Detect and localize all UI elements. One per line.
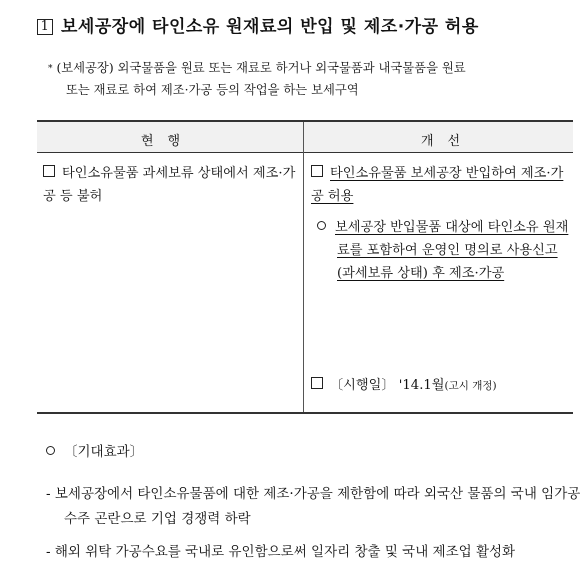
section-number: 1 — [37, 19, 53, 35]
improved-main — [311, 162, 573, 208]
note-line-1: (보세공장) 외국물품을 원료 또는 재료로 하거나 외국물품과 내국물품을 원료 — [56, 61, 466, 75]
checkbox-square-icon — [43, 165, 55, 177]
checkbox-square-icon — [311, 165, 323, 177]
effect-item: - 보세공장에서 타인소유물품에 대한 제조·가공을 제한함에 따라 외국산 물품의 국내 임가공 수주 곤란으로 기업 경쟁력 하락 — [46, 486, 580, 527]
section-title-text: 보세공장에 타인소유 원재료의 반입 및 제조·가공 허용 — [61, 17, 479, 37]
current-text: 타인소유물품 과세보류 상태에서 제조·가공 등 불허 — [43, 166, 296, 204]
effective-note: (고시 개정) — [444, 380, 497, 392]
header-improved: 개선 — [421, 134, 475, 149]
improved-main-text: 타인소유물품 보세공장 반입하여 제조·가공 허용 — [311, 166, 564, 204]
comparison-table — [37, 120, 573, 414]
effects-heading — [46, 440, 143, 460]
current-column — [43, 162, 299, 208]
effective-date — [311, 374, 497, 393]
checkbox-square-icon — [311, 377, 323, 389]
note-marker: * — [48, 64, 53, 74]
effective-date-value: '14.1월 — [398, 378, 445, 393]
section-title — [37, 12, 479, 37]
improved-sub-text: 보세공장 반입물품 대상에 타인소유 원재료를 포함하여 운영인 명의로 사용신고(과세보류 상태) 후 제조·가공 — [335, 220, 569, 281]
column-divider — [303, 122, 304, 412]
effect-item-text: 보세공장에서 타인소유물품에 대한 제조·가공을 제한함에 따라 외국산 물품의 국내 임가공 수주 곤란으로 기업 경쟁력 하락 — [54, 486, 580, 527]
table-header — [37, 122, 573, 153]
header-current: 현행 — [141, 134, 195, 149]
improved-sub — [311, 216, 573, 285]
improved-column — [311, 162, 573, 285]
effect-item-text: 해외 위탁 가공수요를 국내로 유인함으로써 일자리 창출 및 국내 제조업 활성화 — [54, 544, 516, 560]
effective-label: 〔시행일〕 — [330, 378, 395, 393]
definition-note — [48, 58, 558, 100]
effects-heading-text: 〔기대효과〕 — [64, 444, 144, 460]
circle-bullet-icon — [317, 221, 326, 230]
effect-item: - 해외 위탁 가공수요를 국내로 유인함으로써 일자리 창출 및 국내 제조업 활성화 — [46, 544, 516, 560]
note-line-2: 또는 재료로 하여 제조·가공 등의 작업을 하는 보세구역 — [66, 83, 359, 97]
circle-bullet-icon — [46, 446, 55, 455]
